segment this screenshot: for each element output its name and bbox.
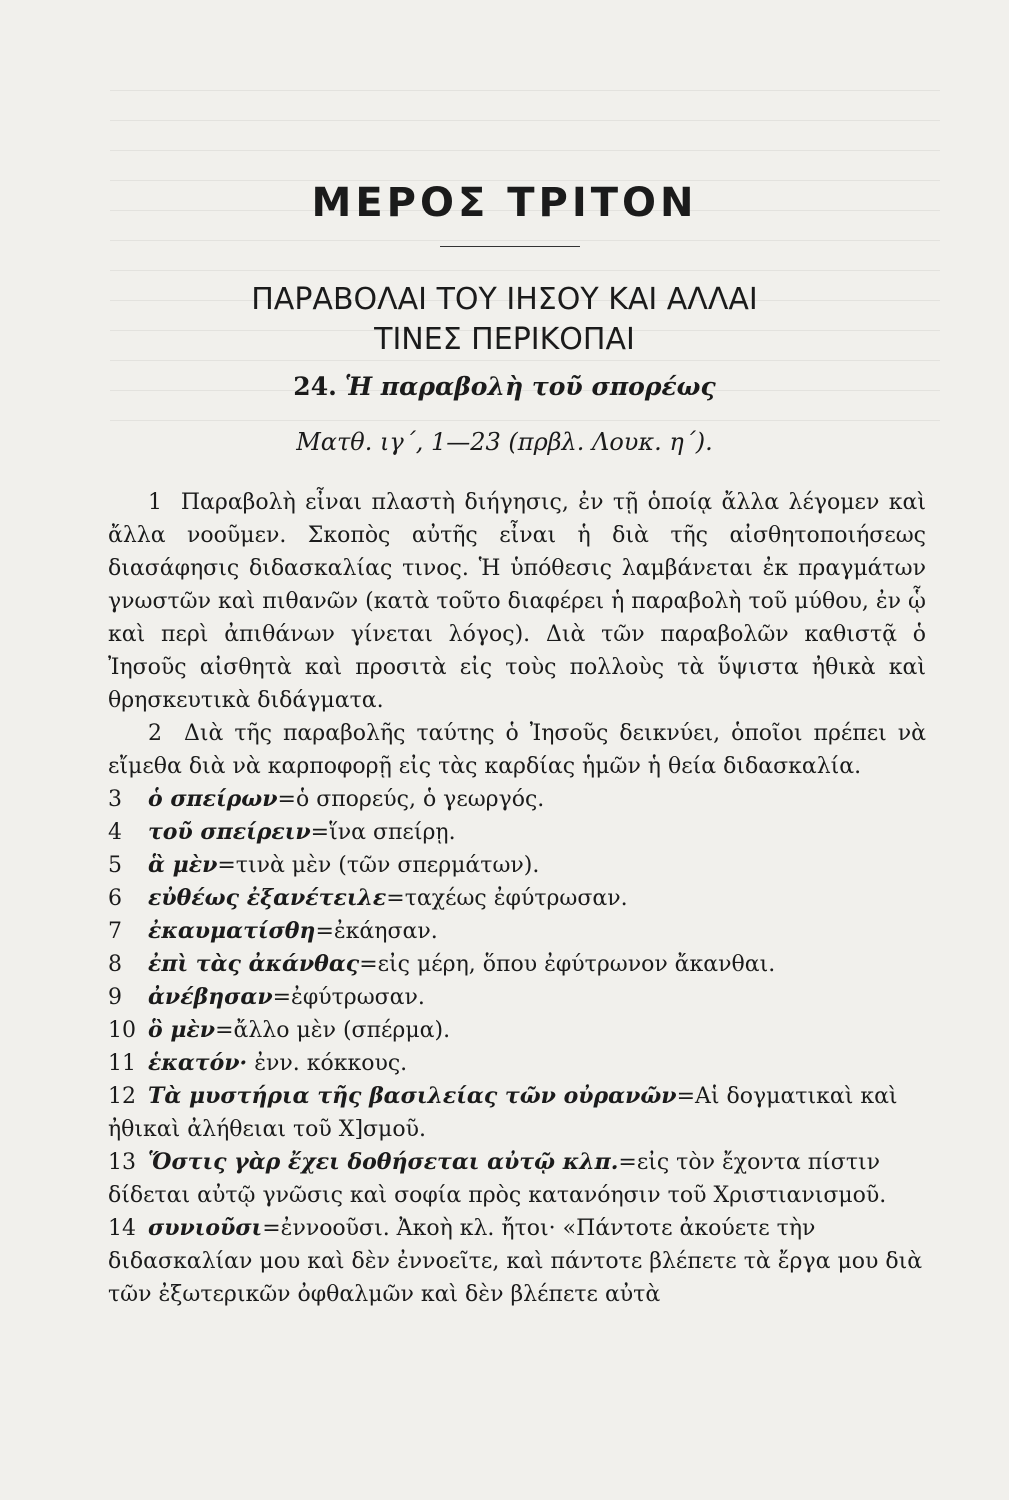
gloss-term: ἑκατόν· [148, 1050, 248, 1076]
gloss-6 [108, 882, 926, 915]
gloss-term: συνιοῦσι [148, 1215, 263, 1241]
body-text [108, 486, 926, 1311]
gloss-term: ἃ μὲν [148, 852, 218, 878]
gloss-definition: =ἵνα σπείρῃ. [310, 820, 456, 845]
gloss-definition: =ὁ σπορεύς, ὁ γεωργός. [277, 787, 545, 812]
gloss-12 [108, 1080, 926, 1146]
gloss-definition: =ἐννοοῦσι. Ἀκοὴ κλ. ἤτοι· «Πάντοτε ἀκούετε τὴν διδασκαλίαν μου καὶ δὲν ἐννοεῖτε, καὶ πάντοτε βλέπετε τὰ ἔργα μου διὰ τῶν ἐξωτερικῶν ὀφθαλμῶν καὶ δὲν βλέπετε αὐτὰ [108, 1216, 923, 1307]
gloss-5 [108, 849, 926, 882]
gloss-9 [108, 981, 926, 1014]
gloss-number: 4 [108, 820, 122, 845]
gloss-definition: ἐνν. κόκκους. [247, 1051, 408, 1076]
gloss-number: 12 [108, 1084, 136, 1109]
gloss-definition: =ἄλλο μὲν (σπέρμα). [215, 1018, 451, 1043]
gloss-number: 11 [108, 1051, 136, 1076]
gloss-term: Ὅστις γὰρ ἔχει δοθήσεται αὐτῷ κλπ. [148, 1149, 619, 1175]
gloss-term: ἐκαυματίσθη [148, 918, 316, 944]
gloss-definition: =ἐφύτρωσαν. [272, 985, 425, 1010]
gloss-term: ἐπὶ τὰς ἀκάνθας [148, 951, 360, 977]
gloss-7 [108, 915, 926, 948]
gloss-3 [108, 783, 926, 816]
gloss-13 [108, 1146, 926, 1212]
paragraph-number: 1 [148, 490, 162, 515]
gloss-term: τοῦ σπείρειν [148, 819, 311, 845]
paragraph-1 [108, 486, 926, 717]
gloss-definition: =τινὰ μὲν (τῶν σπερμάτων). [217, 853, 540, 878]
gloss-definition: =εἰς μέρη, ὅπου ἐφύτρωνον ἄκανθαι. [359, 952, 776, 977]
gloss-definition: =εἰς τὸν ἔχοντα πίστιν δίδεται αὐτῷ γνῶσις καὶ σοφία πρὸς κατανόησιν τοῦ Χριστιανισμοῦ. [108, 1150, 887, 1208]
gloss-term: ὁ σπείρων [148, 786, 278, 812]
gloss-definition: =ταχέως ἐφύτρωσαν. [386, 886, 628, 911]
lesson-number: 24. [293, 372, 337, 401]
gloss-number: 5 [108, 853, 122, 878]
paragraph-text: Παραβολὴ εἶναι πλαστὴ διήγησις, ἐν τῇ ὁποίᾳ ἄλλα λέγομεν καὶ ἄλλα νοοῦμεν. Σκοπὸς αὐτῆς εἶναι ἡ διὰ τῆς αἰσθητοποιήσεως διασάφησις διδασκαλίας τινος. Ἡ ὑπόθεσις λαμβάνεται ἐκ πραγμάτων γνωστῶν καὶ πιθανῶν (κατὰ τοῦτο διαφέρει ἡ παραβολὴ τοῦ μύθου, ἐν ᾧ καὶ περὶ ἀπιθάνων γίνεται λόγος). Διὰ τῶν παραβολῶν καθιστᾷ ὁ Ἰησοῦς αἰσθητὰ καὶ προσιτὰ εἰς τοὺς πολλοὺς τὰ ὕψιστα ἠθικὰ καὶ θρησκευτικὰ διδάγματα. [108, 490, 926, 713]
gloss-definition: =Αἱ δογματικαὶ καὶ ἠθικαὶ ἀλήθειαι τοῦ Χ]σμοῦ. [108, 1084, 898, 1142]
paragraph-number: 2 [148, 721, 162, 746]
gloss-8 [108, 948, 926, 981]
title-divider [440, 246, 580, 247]
gloss-number: 14 [108, 1216, 136, 1241]
gloss-number: 3 [108, 787, 122, 812]
gloss-number: 7 [108, 919, 122, 944]
gloss-11 [108, 1047, 926, 1080]
gloss-definition: =ἐκάησαν. [315, 919, 438, 944]
gloss-term: ὃ μὲν [148, 1017, 216, 1043]
scripture-reference: Ματθ. ιγ΄, 1—23 (πρβλ. Λουκ. η΄). [296, 428, 713, 456]
paragraph-text: Διὰ τῆς παραβολῆς ταύτης ὁ Ἰησοῦς δεικνύει, ὁποῖοι πρέπει νὰ εἴμεθα διὰ νὰ καρποφορῇ εἰς τὰς καρδίας ἡμῶν ἡ θεία διδασκαλία. [108, 721, 926, 779]
lesson-title: Ἡ παραβολὴ τοῦ σπορέως [344, 372, 716, 401]
gloss-term: εὐθέως ἐξανέτειλε [148, 885, 387, 911]
section-title-line-2: ΤΙΝΕΣ ΠΕΡΙΚΟΠΑΙ [374, 322, 635, 357]
gloss-number: 9 [108, 985, 122, 1010]
part-title: ΜΕΡΟΣ ΤΡΙΤΟΝ [311, 180, 698, 226]
gloss-number: 6 [108, 886, 122, 911]
paragraph-2 [108, 717, 926, 783]
gloss-term: ἀνέβησαν [148, 984, 273, 1010]
gloss-10 [108, 1014, 926, 1047]
gloss-term: Τὰ μυστήρια τῆς βασιλείας τῶν οὐρανῶν [148, 1083, 677, 1109]
gloss-4 [108, 816, 926, 849]
gloss-number: 8 [108, 952, 122, 977]
gloss-14 [108, 1212, 926, 1311]
section-title-line-1: ΠΑΡΑΒΟΛΑΙ ΤΟΥ ΙΗΣΟΥ ΚΑΙ ΑΛΛΑΙ [251, 282, 758, 317]
lesson-heading [0, 372, 1009, 401]
gloss-number: 10 [108, 1018, 136, 1043]
section-title [0, 280, 1009, 360]
gloss-number: 13 [108, 1150, 136, 1175]
